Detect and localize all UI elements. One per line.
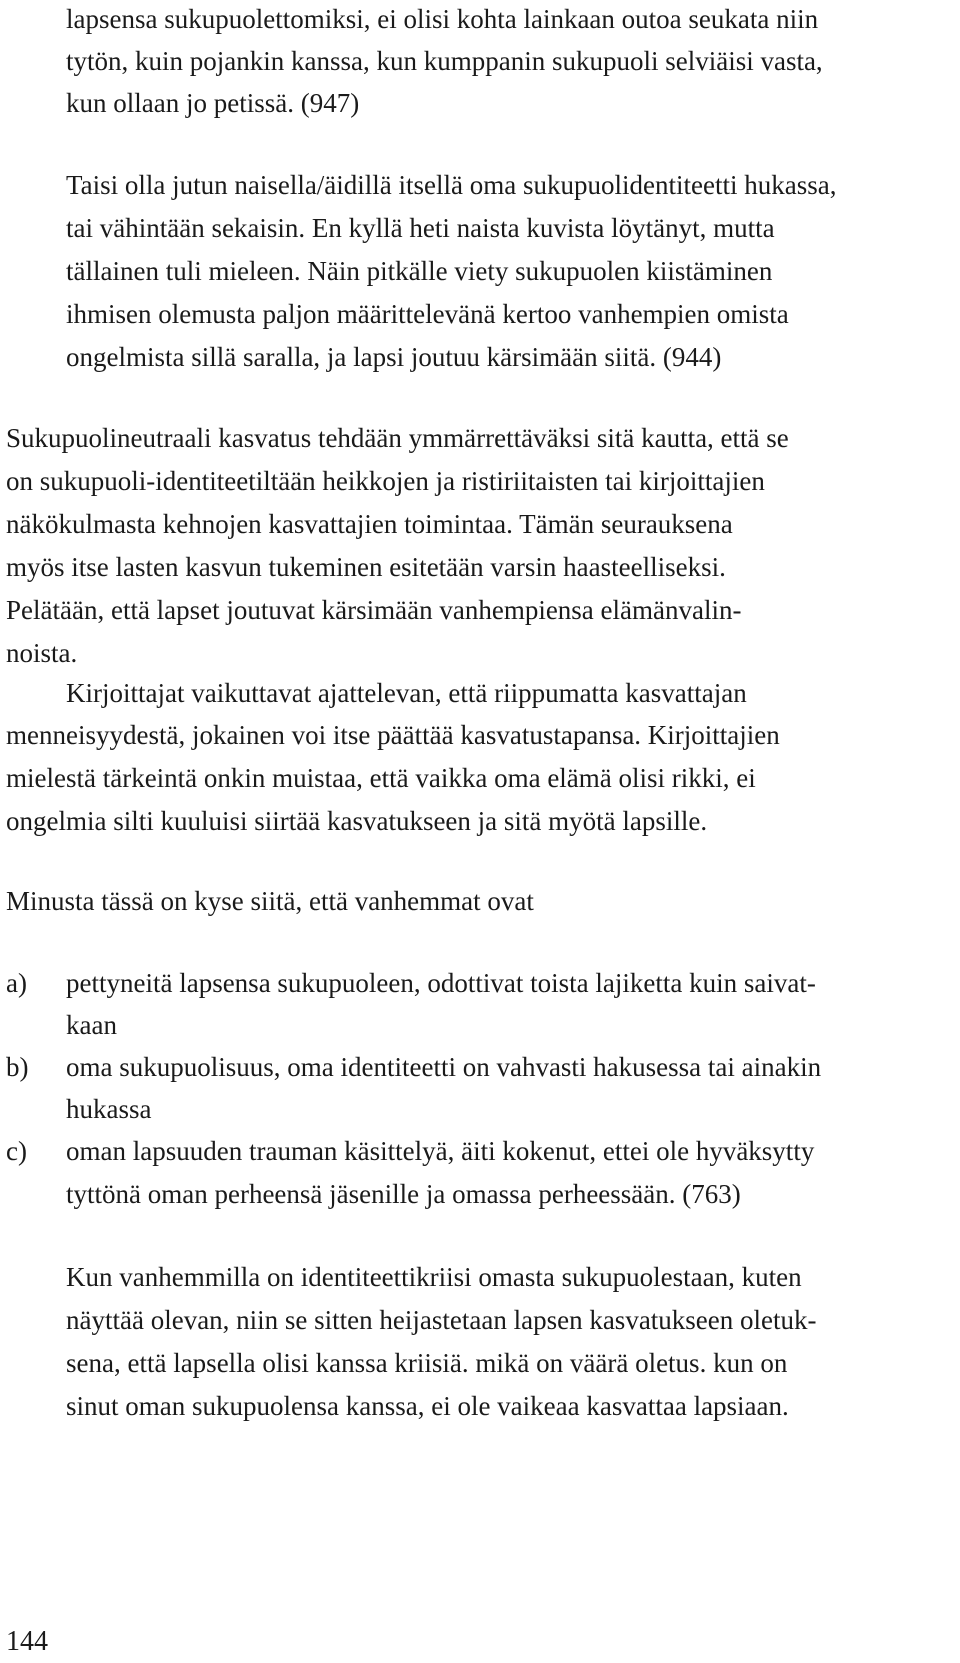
body-paragraph-1-line-1: Sukupuolineutraali kasvatus tehdään ymmärrettäväksi sitä kautta, että se <box>6 423 789 453</box>
body-paragraph-2-line-2: menneisyydestä, jokainen voi itse päättää kasvatustapansa. Kirjoittajien <box>6 720 780 750</box>
body-paragraph-1-line-5: Pelätään, että lapset joutuvat kärsimään vanhempiensa elämänvalin- <box>6 595 742 625</box>
page-number: 144 <box>6 1626 48 1657</box>
quote-944-line-3: tällainen tuli mieleen. Näin pitkälle viety sukupuolen kiistäminen <box>66 256 773 286</box>
quote-final-line-1: Kun vanhemmilla on identiteettikriisi omasta sukupuolestaan, kuten <box>66 1262 802 1292</box>
quote-final-line-4: sinut oman sukupuolensa kanssa, ei ole vaikeaa kasvattaa lapsiaan. <box>66 1391 789 1421</box>
quote-947-line-3: kun ollaan jo petissä. (947) <box>66 88 360 118</box>
body-paragraph-1-line-6: noista. <box>6 638 78 668</box>
quote-944-line-5: ongelmista sillä saralla, ja lapsi joutuu kärsimään siitä. (944) <box>66 342 722 372</box>
quote-947-line-1: lapsensa sukupuolettomiksi, ei olisi kohta lainkaan outoa seukata niin <box>66 4 819 34</box>
body-paragraph-1-line-2: on sukupuoli-identiteetiltään heikkojen ja ristiriitaisten tai kirjoittajien <box>6 466 765 496</box>
body-paragraph-2-line-3: mielestä tärkeintä onkin muistaa, että vaikka oma elämä olisi rikki, ei <box>6 763 756 793</box>
list-item-c-line-1: oman lapsuuden trauman käsittelyä, äiti kokenut, ettei ole hyväksytty <box>66 1136 815 1166</box>
list-marker-c: c) <box>6 1136 27 1166</box>
body-paragraph-1-line-3: näkökulmasta kehnojen kasvattajien toimintaa. Tämän seurauksena <box>6 509 733 539</box>
quote-944-line-1: Taisi olla jutun naisella/äidillä itsellä oma sukupuolidentiteetti hukassa, <box>66 170 837 200</box>
list-item-a-line-2: kaan <box>66 1010 117 1040</box>
list-item-a-line-1: pettyneitä lapsensa sukupuoleen, odottivat toista lajiketta kuin saivat- <box>66 968 816 998</box>
quote-944-line-4: ihmisen olemusta paljon määrittelevänä kertoo vanhempien omista <box>66 299 789 329</box>
body-paragraph-2-line-4: ongelmia silti kuuluisi siirtää kasvatukseen ja sitä myötä lapsille. <box>6 806 708 836</box>
body-paragraph-1-line-4: myös itse lasten kasvun tukeminen esitetään varsin haasteelliseksi. <box>6 552 726 582</box>
quote-final-line-3: sena, että lapsella olisi kanssa kriisiä. mikä on väärä oletus. kun on <box>66 1348 788 1378</box>
list-marker-a: a) <box>6 968 27 998</box>
list-item-c-line-2: tyttönä oman perheensä jäsenille ja omassa perheessään. (763) <box>66 1179 741 1209</box>
quote-763-intro: Minusta tässä on kyse siitä, että vanhemmat ovat <box>6 886 534 916</box>
quote-final-line-2: näyttää olevan, niin se sitten heijastetaan lapsen kasvatukseen oletuk- <box>66 1305 817 1335</box>
list-item-b-line-2: hukassa <box>66 1094 152 1124</box>
quote-944-line-2: tai vähintään sekaisin. En kyllä heti naista kuvista löytänyt, mutta <box>66 213 775 243</box>
quote-947-line-2: tytön, kuin pojankin kanssa, kun kumppanin sukupuoli selviäisi vasta, <box>66 46 823 76</box>
body-paragraph-2-line-1: Kirjoittajat vaikuttavat ajattelevan, että riippumatta kasvattajan <box>66 678 747 708</box>
list-marker-b: b) <box>6 1052 29 1082</box>
list-item-b-line-1: oma sukupuolisuus, oma identiteetti on vahvasti hakusessa tai ainakin <box>66 1052 822 1082</box>
